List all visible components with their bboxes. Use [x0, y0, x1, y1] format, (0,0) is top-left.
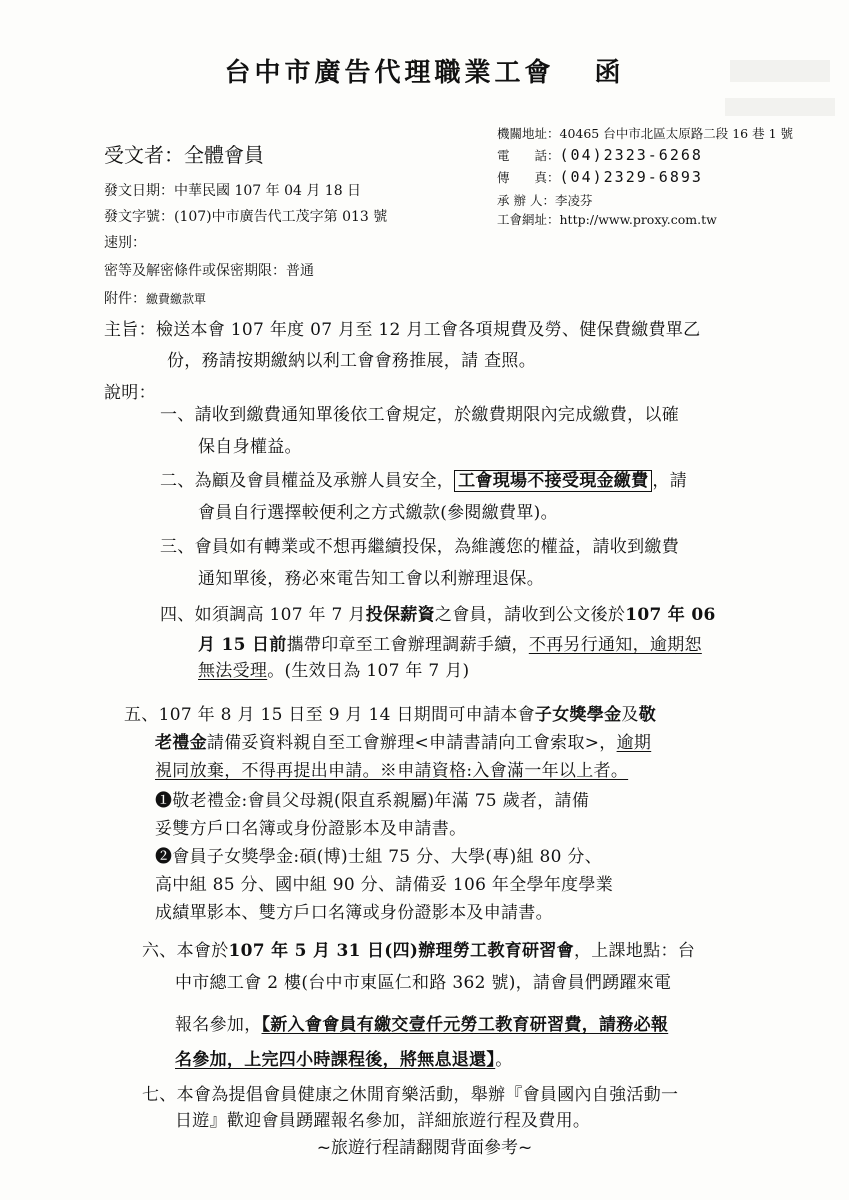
item-1-line-2: 保自身權益。 [198, 437, 302, 457]
item-2-line-2: 會員自行選擇較便利之方式繳款(參閱繳費單)。 [198, 503, 558, 523]
org-name: 台中市廣告代理職業工會 [224, 58, 555, 88]
item-5-scholar-3: 成績單影本、雙方戶口名簿或身份證影本及申請書。 [155, 903, 553, 923]
effective-date: 。(生效日為 107 年 7 月) [267, 661, 470, 681]
subject-line-1: 主旨：檢送本會 107 年度 07 月至 12 月工會各項規費及勞、健保費繳費單乙 [104, 320, 701, 340]
no-notice-warning-2: 無法受理 [198, 661, 268, 681]
item-2-text-end: ，請 [652, 471, 688, 491]
item-6-end: 。 [495, 1050, 513, 1070]
item-5-line-3: 視同放棄，不得再提出申請。※申請資格:入會滿一年以上者。 [155, 761, 629, 781]
item-5-elder-1: ❶敬老禮金:會員父母親(限直系親屬)年滿 75 歲者，請備 [155, 791, 590, 811]
item-6-line-4 [175, 1045, 513, 1070]
item-6-location-label: ，上課地點：台 [573, 941, 696, 961]
fax-number: (04)2329-6893 [559, 168, 703, 186]
refund-notice: 【新入會會員有繳交壹仟元勞工教育研習費，請務必報 [261, 1015, 669, 1035]
item-5-elder-2: 妥雙方戶口名簿或身份證影本及申請書。 [155, 819, 467, 839]
no-notice-warning: 不再另行通知，逾期恕 [528, 635, 702, 655]
item-7-line-2: 日遊』歡迎會員踴躍報名參加，詳細旅遊行程及費用。 [175, 1111, 591, 1131]
recipient: 受文者：全體會員 [104, 143, 264, 167]
item-2-text: 二、為顧及會員權益及承辦人員安全， [160, 471, 455, 491]
reference-number: 發文字號：(107)中市廣告代工茂字第 013 號 [104, 209, 388, 225]
item-4-line-3 [198, 656, 469, 681]
elder-gift: 敬 [638, 705, 657, 725]
phone-number: (04)2323-6268 [559, 146, 703, 164]
no-cash-notice: 工會現場不接受現金繳費 [454, 470, 652, 492]
contact-fax [497, 168, 703, 186]
scan-shadow [725, 98, 835, 116]
contact-handler: 承 辦 人：李凌芬 [497, 193, 593, 208]
item-4-text-3: 攜帶印章至工會辦理調薪手續， [286, 635, 529, 655]
phone-label: 電 話： [497, 148, 560, 163]
item-5-text: 五、107 年 8 月 15 日至 9 月 14 日期間可申請本會 [124, 705, 535, 725]
item-5-scholar-1: ❷會員子女獎學金:碩(博)士組 75 分、大學(專)組 80 分、 [155, 847, 603, 867]
attachment-label: 附件： [104, 291, 146, 307]
item-6-line-3 [175, 1010, 668, 1035]
item-5-and: 及 [621, 705, 639, 725]
overdue-warning: 逾期 [616, 733, 652, 753]
item-4-text-2: 之會員，請收到公文後於 [434, 605, 626, 625]
item-6-line-1 [142, 936, 695, 961]
page-title [0, 52, 849, 89]
deadline-date-2: 月 15 日前 [198, 635, 287, 655]
seminar-date: 107 年 5 月 31 日(四)辦理勞工教育研習會 [228, 941, 574, 961]
item-5-scholar-2: 高中組 85 分、國中組 90 分、請備妥 106 年全學年度學業 [155, 875, 614, 895]
item-5-text-2: 請備妥資料親自至工會辦理<申請書請向工會索取>， [206, 733, 617, 753]
item-5-line-1 [124, 700, 656, 725]
item-4-line-1 [160, 600, 716, 625]
contact-website: 工會網址：http://www.proxy.com.tw [497, 212, 717, 227]
item-6-text-2: 報名參加， [175, 1015, 262, 1035]
scholarship: 子女獎學金 [534, 705, 622, 725]
item-4-line-2 [198, 630, 702, 655]
contact-address: 機關地址：40465 台中市北區太原路二段 16 巷 1 號 [497, 126, 793, 141]
issue-date: 發文日期：中華民國 107 年 04 月 18 日 [104, 183, 362, 199]
attachment [104, 288, 206, 308]
fax-label: 傳 真： [497, 170, 560, 185]
deadline-date: 107 年 06 [625, 605, 716, 625]
letter-type: 函 [594, 58, 625, 88]
item-7-line-1: 七、本會為提倡會員健康之休閒育樂活動，舉辦『會員國內自強活動一 [142, 1085, 679, 1105]
explanation-label: 說明： [104, 383, 156, 403]
item-1-line-1: 一、請收到繳費通知單後依工會規定，於繳費期限內完成繳費，以確 [160, 405, 679, 425]
contact-phone [497, 146, 703, 164]
secrecy-level: 密等及解密條件或保密期限：普通 [104, 263, 314, 279]
item-3-line-1: 三、會員如有轉業或不想再繼續投保，為維護您的權益，請收到繳費 [160, 537, 679, 557]
item-4-text: 四、如須調高 107 年 7 月 [160, 605, 366, 625]
insured-salary: 投保薪資 [365, 605, 435, 625]
item-3-line-2: 通知單後，務必來電告知工會以利辦理退保。 [198, 569, 544, 589]
attachment-value: 繳費繳款單 [146, 292, 207, 306]
speed-class: 速別： [104, 235, 146, 251]
item-6-text: 六、本會於 [142, 941, 229, 961]
subject-line-2: 份，務請按期繳納以利工會會務推展，請 查照。 [167, 351, 537, 371]
item-2-line-1 [160, 466, 687, 491]
refund-notice-2: 名參加，上完四小時課程後，將無息退還】 [175, 1050, 496, 1070]
item-6-line-2: 中市總工會 2 樓(台中市東區仁和路 362 號)，請會員們踴躍來電 [175, 973, 672, 993]
item-5-line-2 [155, 728, 651, 753]
elder-gift-2: 老禮金 [155, 733, 207, 753]
footer-note: ~旅遊行程請翻閱背面參考~ [316, 1138, 533, 1158]
